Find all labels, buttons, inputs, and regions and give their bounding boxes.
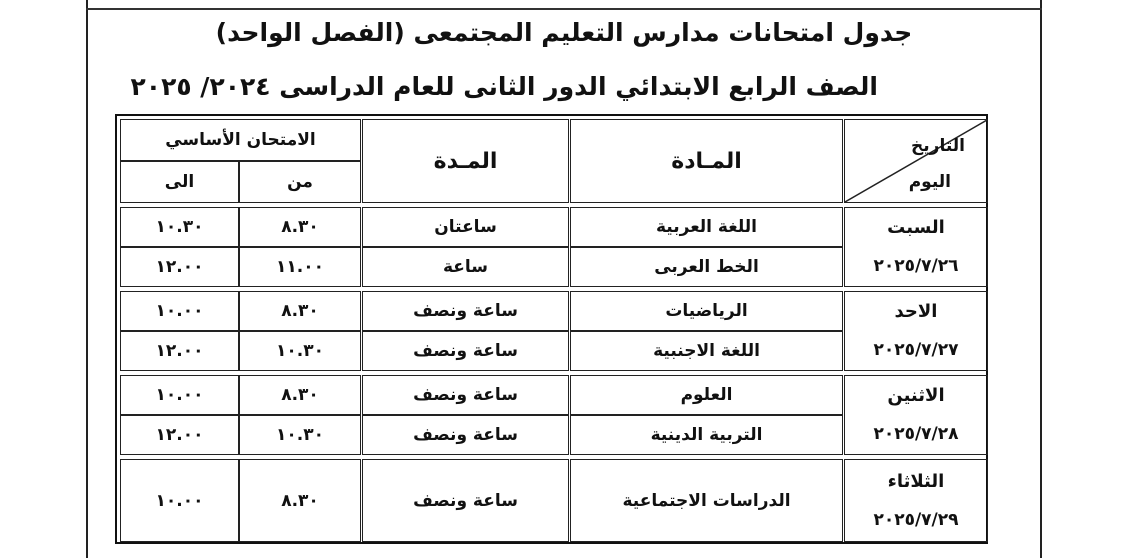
from-cell: ٨.٣٠	[239, 291, 361, 331]
duration-cell: ساعتان	[362, 207, 569, 247]
to-header: الى	[120, 161, 239, 203]
from-cell: ١١.٠٠	[239, 247, 361, 287]
day-date: ٢٠٢٥/٧/٢٨	[873, 424, 959, 444]
duration-cell: ساعة ونصف	[362, 331, 569, 371]
day-name: الاحد	[894, 301, 938, 322]
frame-top-border	[86, 8, 1042, 10]
from-cell: ٨.٣٠	[239, 375, 361, 415]
subject-cell: الخط العربى	[570, 247, 843, 287]
day-name: الثلاثاء	[887, 470, 945, 492]
subject-cell: الرياضيات	[570, 291, 843, 331]
to-cell: ١٢.٠٠	[120, 247, 239, 287]
subject-cell: الدراسات الاجتماعية	[570, 459, 843, 542]
to-cell: ١٠.٠٠	[120, 375, 239, 415]
from-header: من	[239, 161, 361, 203]
to-cell: ١٠.٠٠	[120, 459, 239, 542]
duration-header: المـدة	[362, 119, 569, 203]
page-title: جدول امتحانات مدارس التعليم المجتمعى (الفصل الواحد)	[215, 18, 913, 47]
from-cell: ٨.٣٠	[239, 459, 361, 542]
day-name: السبت	[887, 217, 945, 238]
day-cell-monday	[844, 375, 988, 455]
page-subtitle: الصف الرابع الابتدائي الدور الثانى للعام الدراسى ٢٠٢٤/ ٢٠٢٥	[130, 72, 878, 101]
duration-cell: ساعة ونصف	[362, 375, 569, 415]
exam-schedule-table	[115, 114, 988, 544]
date-header-label: التاريخ	[911, 136, 965, 156]
duration-cell: ساعة ونصف	[362, 291, 569, 331]
day-cell-tuesday	[844, 459, 988, 542]
main-exam-header: الامتحان الأساسي	[120, 119, 361, 161]
date-day-header	[844, 119, 988, 203]
day-date: ٢٠٢٥/٧/٢٧	[873, 340, 959, 360]
subject-cell: التربية الدينية	[570, 415, 843, 455]
from-cell: ١٠.٣٠	[239, 331, 361, 371]
to-cell: ١٠.٣٠	[120, 207, 239, 247]
from-cell: ٨.٣٠	[239, 207, 361, 247]
frame-right-border	[1040, 0, 1042, 558]
to-cell: ١٢.٠٠	[120, 331, 239, 371]
duration-cell: ساعة	[362, 247, 569, 287]
subject-cell: اللغة العربية	[570, 207, 843, 247]
subject-header: المـادة	[570, 119, 843, 203]
day-date: ٢٠٢٥/٧/٢٩	[873, 509, 959, 530]
to-cell: ١٠.٠٠	[120, 291, 239, 331]
day-header-label: اليوم	[908, 172, 951, 192]
to-cell: ١٢.٠٠	[120, 415, 239, 455]
frame-left-border	[86, 0, 88, 558]
subject-cell: العلوم	[570, 375, 843, 415]
from-cell: ١٠.٣٠	[239, 415, 361, 455]
subject-cell: اللغة الاجنبية	[570, 331, 843, 371]
day-name: الاثنين	[887, 385, 945, 406]
duration-cell: ساعة ونصف	[362, 459, 569, 542]
day-cell-saturday	[844, 207, 988, 287]
day-cell-sunday	[844, 291, 988, 371]
duration-cell: ساعة ونصف	[362, 415, 569, 455]
day-date: ٢٠٢٥/٧/٢٦	[873, 256, 959, 276]
